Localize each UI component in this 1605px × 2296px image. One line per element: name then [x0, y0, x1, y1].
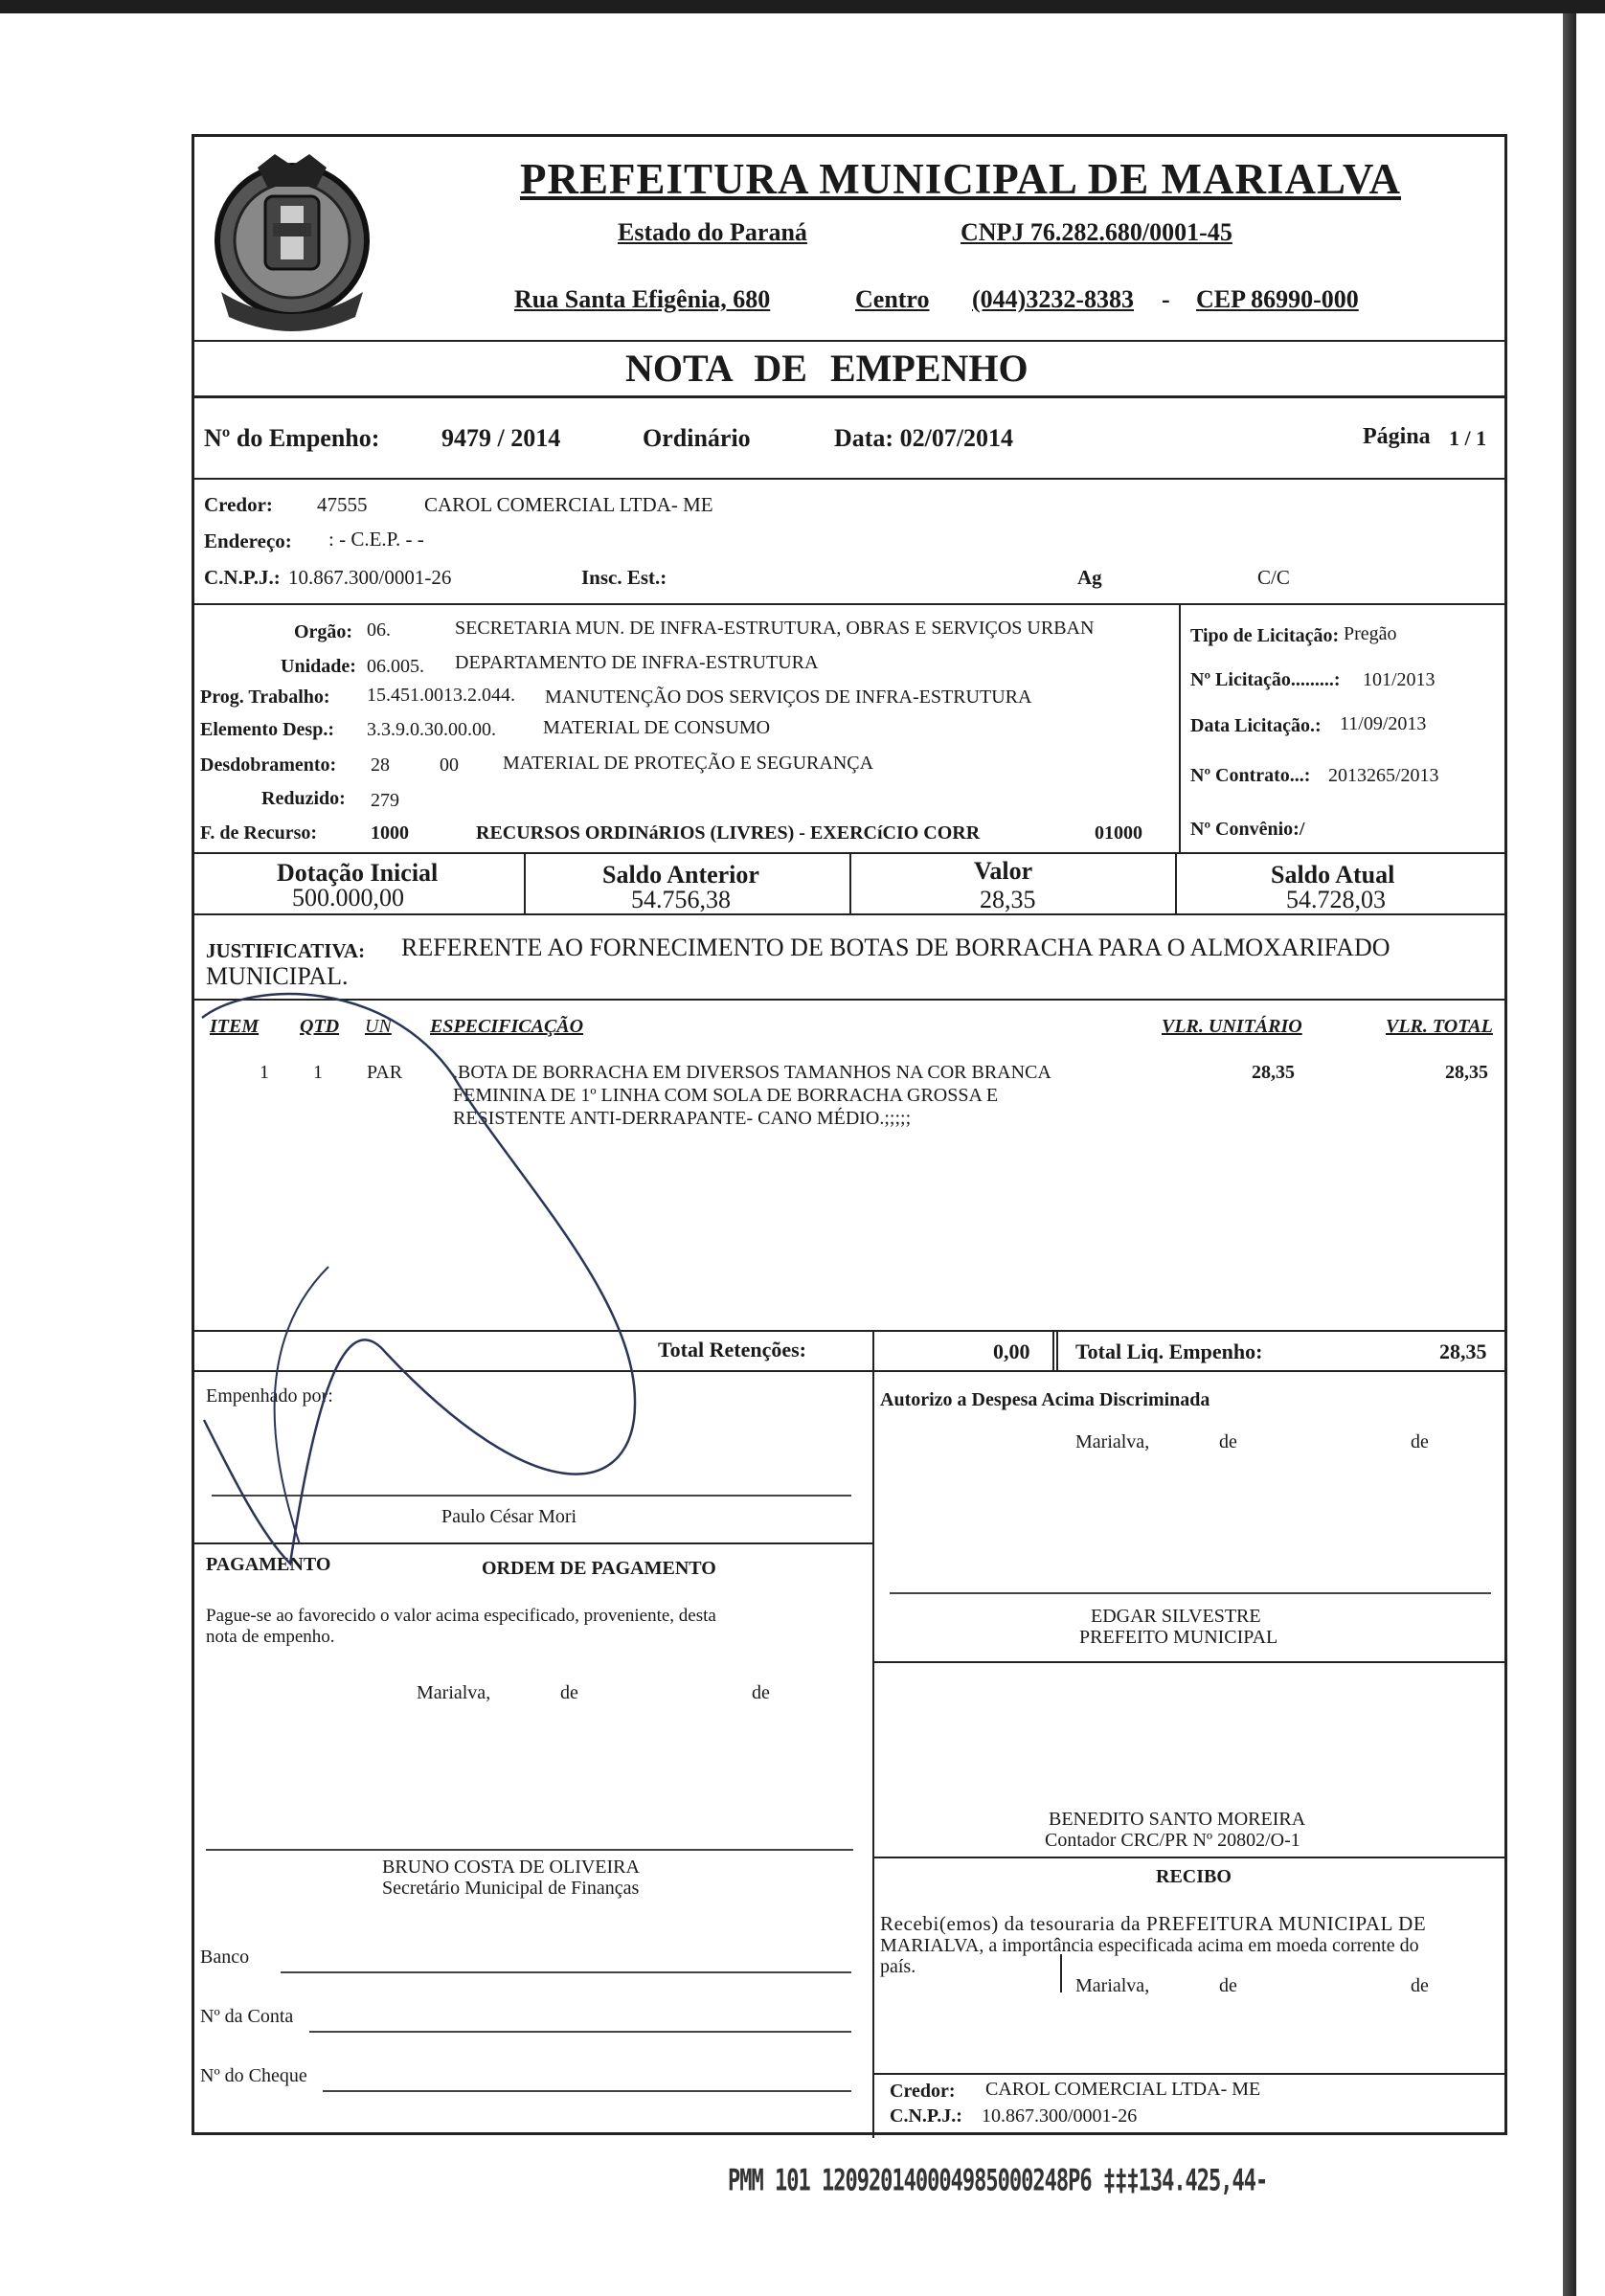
unit-label: Unidade: [281, 656, 356, 677]
creditor-cnpj-label: C.N.P.J.: [204, 566, 281, 589]
empenho-number-label: Nº do Empenho: [204, 424, 380, 452]
creditor-cnpj-value: 10.867.300/0001-26 [288, 566, 452, 589]
contract-label: Nº Contrato...: [1190, 765, 1311, 786]
auth-de2: de [1411, 1431, 1429, 1452]
retentions-value: 0,00 [993, 1339, 1030, 1363]
page-number: 1 / 1 [1449, 426, 1487, 450]
total-price-col-header: VLR. TOTAL [1386, 1016, 1493, 1037]
initial-allocation-value: 500.000,00 [292, 884, 404, 912]
unfolding-label: Desdobramento: [200, 754, 337, 776]
resource-label: F. de Recurso: [200, 822, 318, 844]
organ-desc: SECRETARIA MUN. DE INFRA-ESTRUTURA, OBRAS E SERVIÇOS URBAN [455, 618, 1095, 639]
item-total-price: 28,35 [1445, 1062, 1488, 1083]
state-registration-label: Insc. Est.: [581, 566, 667, 589]
receipt-cnpj-value: 10.867.300/0001-26 [982, 2105, 1138, 2127]
secretary-name: BRUNO COSTA DE OLIVEIRA [382, 1857, 640, 1878]
address-value: : - C.E.P. - - [328, 528, 424, 551]
item-spec-line2: FEMININA DE 1º LINHA COM SOLA DE BORRACHA GROSSA E [453, 1085, 999, 1106]
auth-de1: de [1219, 1431, 1237, 1452]
bid-number-label: Nº Licitação.........: [1190, 669, 1341, 690]
justification-line1: REFERENTE AO FORNECIMENTO DE BOTAS DE BORRACHA PARA O ALMOXARIFADO [401, 934, 1390, 961]
organ-code: 06. [367, 619, 391, 641]
address-district: Centro [855, 285, 930, 313]
payment-order-title: ORDEM DE PAGAMENTO [482, 1558, 716, 1579]
item-col-header: ITEM [210, 1016, 260, 1037]
account-field-label: Nº da Conta [200, 2006, 294, 2027]
resource-desc: RECURSOS ORDINáRIOS (LIVRES) - EXERCíCIO CORR [476, 822, 981, 844]
address-phone: (044)3232-8383 [972, 285, 1134, 313]
address-street: Rua Santa Efigênia, 680 [514, 285, 771, 313]
bid-date-value: 11/09/2013 [1340, 713, 1427, 734]
scan-top-edge [0, 0, 1605, 13]
item-number: 1 [260, 1062, 269, 1083]
committed-by-name: Paulo César Mori [441, 1506, 577, 1527]
element-label: Elemento Desp.: [200, 719, 334, 740]
unit-code: 06.005. [367, 656, 424, 677]
secretary-title: Secretário Municipal de Finanças [382, 1878, 640, 1899]
net-total-label: Total Liq. Empenho: [1075, 1339, 1263, 1363]
item-unit-price: 28,35 [1252, 1062, 1295, 1083]
item-spec-line3: RESISTENTE ANTI-DERRAPANTE- CANO MÉDIO.;;;;; [453, 1108, 912, 1129]
net-total-value: 28,35 [1439, 1339, 1487, 1363]
bank-processing-stamp: PMM 101 120920140004985000248P6 ‡‡‡134.425,44- [728, 2165, 1268, 2198]
reduced-label: Reduzido: [261, 788, 346, 809]
address-dash: - [1162, 285, 1170, 313]
item-qty: 1 [313, 1062, 323, 1083]
program-desc: MANUTENÇÃO DOS SERVIÇOS DE INFRA-ESTRUTURA [545, 687, 1032, 708]
unit-price-col-header: VLR. UNITÁRIO [1162, 1016, 1302, 1037]
receipt-de1: de [1219, 1975, 1237, 1996]
payment-de1: de [560, 1682, 578, 1703]
unfolding-desc: MATERIAL DE PROTEÇÃO E SEGURANÇA [503, 753, 874, 774]
creditor-name: CAROL COMERCIAL LTDA- ME [424, 493, 713, 516]
program-code: 15.451.0013.2.044. [367, 685, 515, 706]
bank-agency-label: Ag [1077, 566, 1102, 589]
receipt-creditor-value: CAROL COMERCIAL LTDA- ME [985, 2079, 1261, 2100]
contract-value: 2013265/2013 [1328, 765, 1439, 786]
accountant-title: Contador CRC/PR Nº 20802/O-1 [1045, 1830, 1300, 1851]
mayor-name: EDGAR SILVESTRE [1091, 1606, 1261, 1627]
empenho-date: Data: 02/07/2014 [834, 424, 1014, 452]
receipt-cnpj-label: C.N.P.J.: [890, 2105, 962, 2127]
receipt-title: RECIBO [1156, 1866, 1232, 1887]
element-desc: MATERIAL DE CONSUMO [543, 717, 771, 738]
bid-date-label: Data Licitação.: [1190, 715, 1322, 736]
payment-label: PAGAMENTO [206, 1554, 331, 1575]
prefecture-title: PREFEITURA MUNICIPAL DE MARIALVA [520, 155, 1402, 203]
receipt-de2: de [1411, 1975, 1429, 1996]
address-label: Endereço: [204, 529, 292, 552]
current-balance-value: 54.728,03 [1286, 886, 1386, 913]
unfolding-code: 28 [371, 754, 390, 776]
cnpj-label: CNPJ 76.282.680/0001-45 [961, 218, 1232, 246]
reduced-value: 279 [371, 790, 399, 811]
bank-field-label: Banco [200, 1947, 250, 1968]
bank-account-label: C/C [1257, 566, 1290, 589]
resource-num: 01000 [1095, 822, 1142, 844]
payment-text-1: Pague-se ao favorecido o valor acima especificado, proveniente, desta [206, 1606, 716, 1626]
receipt-text-2: MARIALVA, a importância especificada acima em moeda corrente do [880, 1935, 1419, 1956]
receipt-place: Marialva, [1075, 1975, 1150, 1996]
program-label: Prog. Trabalho: [200, 687, 330, 708]
justification-label: JUSTIFICATIVA: [206, 939, 366, 962]
payment-de2: de [752, 1682, 770, 1703]
resource-code: 1000 [371, 822, 409, 844]
check-field-label: Nº do Cheque [200, 2065, 307, 2086]
amount-value: 28,35 [980, 886, 1036, 913]
creditor-label: Credor: [204, 493, 273, 516]
creditor-code: 47555 [317, 493, 368, 516]
receipt-text-3: país. [880, 1956, 916, 1977]
authorization-text: Autorizo a Despesa Acima Discriminada [880, 1389, 1210, 1410]
municipal-coat-of-arms-icon [198, 148, 386, 340]
agreement-label: Nº Convênio:/ [1190, 819, 1305, 840]
empenho-number: 9479 / 2014 [441, 424, 561, 452]
handwritten-signature [194, 979, 807, 1611]
unit-col-header: UN [365, 1016, 392, 1037]
receipt-text-1: Recebi(emos) da tesouraria da PREFEITURA MUNICIPAL DE [880, 1912, 1427, 1935]
bid-type-label: Tipo de Licitação: [1190, 625, 1340, 646]
bid-type-value: Pregão [1344, 623, 1397, 644]
receipt-creditor-label: Credor: [890, 2081, 956, 2102]
justification-line2: MUNICIPAL. [206, 962, 349, 990]
empenho-type: Ordinário [643, 424, 751, 452]
item-spec-line1: .BOTA DE BORRACHA EM DIVERSOS TAMANHOS NA COR BRANCA [453, 1062, 1051, 1083]
accountant-name: BENEDITO SANTO MOREIRA [1049, 1809, 1306, 1830]
retentions-label: Total Retenções: [658, 1338, 806, 1362]
initial-allocation-label: Dotação Inicial [277, 859, 439, 887]
address-cep: CEP 86990-000 [1196, 285, 1359, 313]
previous-balance-label: Saldo Anterior [602, 861, 759, 889]
spec-col-header: ESPECIFICAÇÃO [430, 1016, 584, 1037]
mayor-title: PREFEITO MUNICIPAL [1079, 1627, 1278, 1648]
organ-label: Orgão: [294, 621, 353, 642]
scan-right-edge [1563, 13, 1576, 2296]
bid-number-value: 101/2013 [1363, 669, 1435, 690]
committed-by-label: Empenhado por: [206, 1385, 333, 1407]
payment-place: Marialva, [417, 1682, 491, 1703]
item-unit: PAR [367, 1062, 403, 1083]
state-label: Estado do Paraná [618, 218, 807, 246]
current-balance-label: Saldo Atual [1271, 861, 1395, 889]
auth-place: Marialva, [1075, 1431, 1150, 1452]
element-code: 3.3.9.0.30.00.00. [367, 719, 496, 740]
page-label: Página [1363, 424, 1431, 449]
payment-text-2: nota de empenho. [206, 1627, 335, 1647]
document-frame [192, 134, 1507, 2135]
qty-col-header: QTD [300, 1016, 340, 1037]
unfolding-sub: 00 [440, 754, 459, 776]
document-title: NOTA DE EMPENHO [625, 347, 1029, 390]
unit-desc: DEPARTAMENTO DE INFRA-ESTRUTURA [455, 652, 819, 673]
amount-label: Valor [974, 857, 1033, 885]
previous-balance-value: 54.756,38 [631, 886, 731, 913]
